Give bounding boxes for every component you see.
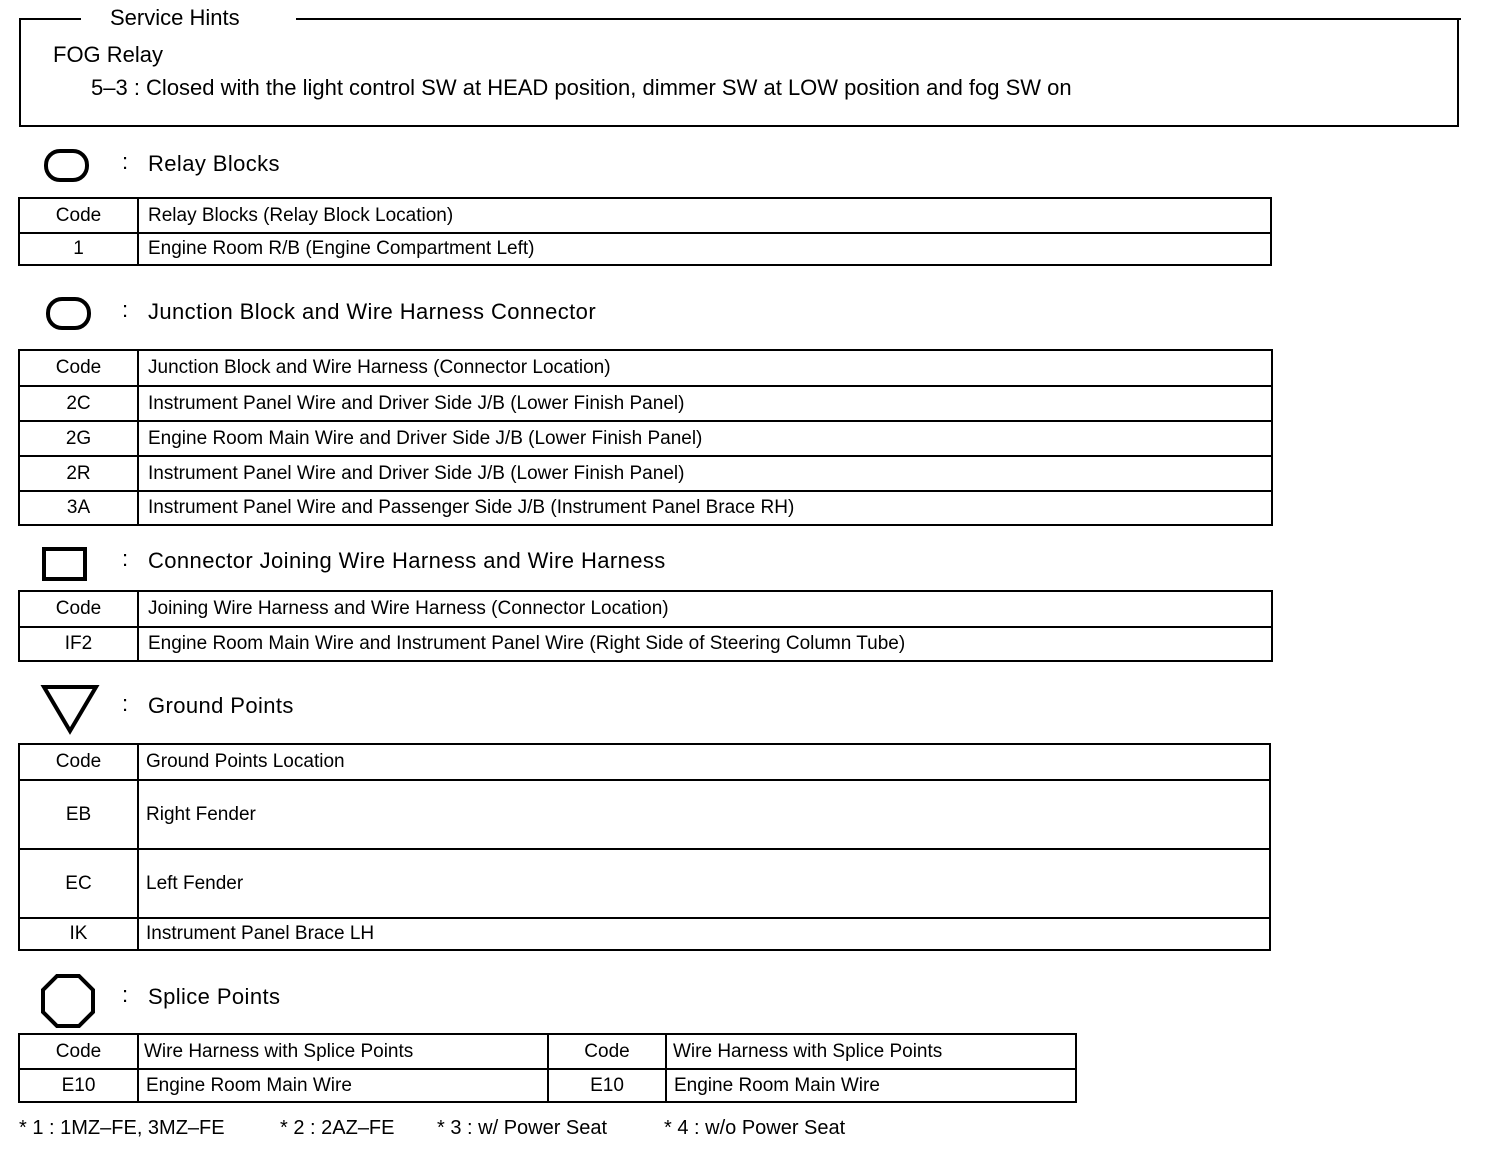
row-location: Instrument Panel Wire and Driver Side J/B (Lower Finish Panel) (138, 386, 1272, 421)
row-location: Instrument Panel Wire and Driver Side J/B (Lower Finish Panel) (138, 456, 1272, 491)
table-row (19, 627, 1272, 661)
row-wire-harness: Engine Room Main Wire (138, 1069, 548, 1102)
connector-title: Connector Joining Wire Harness and Wire Harness (148, 548, 666, 573)
row-code: EB (19, 780, 138, 849)
connector-table (18, 590, 1273, 662)
table-row (19, 456, 1272, 491)
connector-colon: : (122, 546, 129, 571)
rounded-rectangle-icon (46, 297, 92, 331)
row-location: Engine Room Main Wire and Instrument Panel Wire (Right Side of Steering Column Tube) (138, 627, 1272, 661)
splice-table (18, 1033, 1077, 1103)
relay-blocks-title: Relay Blocks (148, 151, 280, 176)
hints-border-right (296, 18, 1461, 20)
header-code: Code (19, 744, 138, 780)
ground-colon: : (122, 691, 129, 716)
row-code: E10 (548, 1069, 666, 1102)
row-code: 2C (19, 386, 138, 421)
row-location: Instrument Panel Wire and Passenger Side J/B (Instrument Panel Brace RH) (138, 491, 1272, 525)
header-wire-harness: Wire Harness with Splice Points (138, 1034, 548, 1069)
junction-title: Junction Block and Wire Harness Connector (148, 299, 597, 324)
row-code: 3A (19, 491, 138, 525)
table-row (19, 1069, 1076, 1102)
row-location: Right Fender (138, 780, 1270, 849)
relay-blocks-table (18, 197, 1272, 266)
table-header-row (19, 198, 1271, 233)
row-code: 2R (19, 456, 138, 491)
splice-colon: : (122, 982, 129, 1007)
header-wire-harness: Wire Harness with Splice Points (666, 1034, 1076, 1069)
ground-title: Ground Points (148, 693, 294, 718)
footnote-1: * 1 : 1MZ–FE, 3MZ–FE (19, 1117, 225, 1139)
table-row (19, 849, 1270, 918)
fog-relay-label: FOG Relay (53, 42, 164, 67)
footnote-2: * 2 : 2AZ–FE (280, 1117, 395, 1139)
rounded-rectangle-icon (44, 149, 90, 183)
footnote-3: * 3 : w/ Power Seat (437, 1117, 608, 1139)
down-triangle-icon (40, 684, 100, 736)
service-hints-box (19, 18, 1459, 127)
footnote-4: * 4 : w/o Power Seat (664, 1117, 846, 1139)
row-code: IK (19, 918, 138, 950)
table-header-row (19, 1034, 1076, 1069)
header-code: Code (19, 591, 138, 627)
table-row (19, 421, 1272, 456)
row-location: Left Fender (138, 849, 1270, 918)
header-code: Code (19, 1034, 138, 1069)
table-row (19, 233, 1271, 265)
header-location: Ground Points Location (138, 744, 1270, 780)
header-code: Code (548, 1034, 666, 1069)
header-code: Code (19, 198, 138, 233)
row-code: 2G (19, 421, 138, 456)
row-code: EC (19, 849, 138, 918)
table-row (19, 386, 1272, 421)
table-header-row (19, 744, 1270, 780)
table-header-row (19, 591, 1272, 627)
header-location: Joining Wire Harness and Wire Harness (Connector Location) (138, 591, 1272, 627)
table-header-row (19, 350, 1272, 386)
header-code: Code (19, 350, 138, 386)
row-code: E10 (19, 1069, 138, 1102)
rectangle-icon (42, 547, 88, 583)
fog-relay-hint: 5–3 : Closed with the light control SW at HEAD position, dimmer SW at LOW position and fog SW on (91, 75, 1072, 100)
row-code: 1 (19, 233, 138, 265)
hints-border-left (19, 18, 81, 20)
service-hints-title: Service Hints (110, 5, 240, 30)
table-row (19, 918, 1270, 950)
header-location: Relay Blocks (Relay Block Location) (138, 198, 1271, 233)
junction-table (18, 349, 1273, 526)
table-row (19, 780, 1270, 849)
junction-colon: : (122, 297, 129, 322)
relay-blocks-colon: : (122, 149, 129, 174)
row-location: Engine Room Main Wire and Driver Side J/B (Lower Finish Panel) (138, 421, 1272, 456)
table-row (19, 491, 1272, 525)
row-location: Engine Room R/B (Engine Compartment Left) (138, 233, 1271, 265)
row-location: Instrument Panel Brace LH (138, 918, 1270, 950)
splice-title: Splice Points (148, 984, 281, 1009)
ground-table (18, 743, 1271, 951)
row-wire-harness: Engine Room Main Wire (666, 1069, 1076, 1102)
header-location: Junction Block and Wire Harness (Connector Location) (138, 350, 1272, 386)
octagon-icon (40, 973, 96, 1029)
row-code: IF2 (19, 627, 138, 661)
